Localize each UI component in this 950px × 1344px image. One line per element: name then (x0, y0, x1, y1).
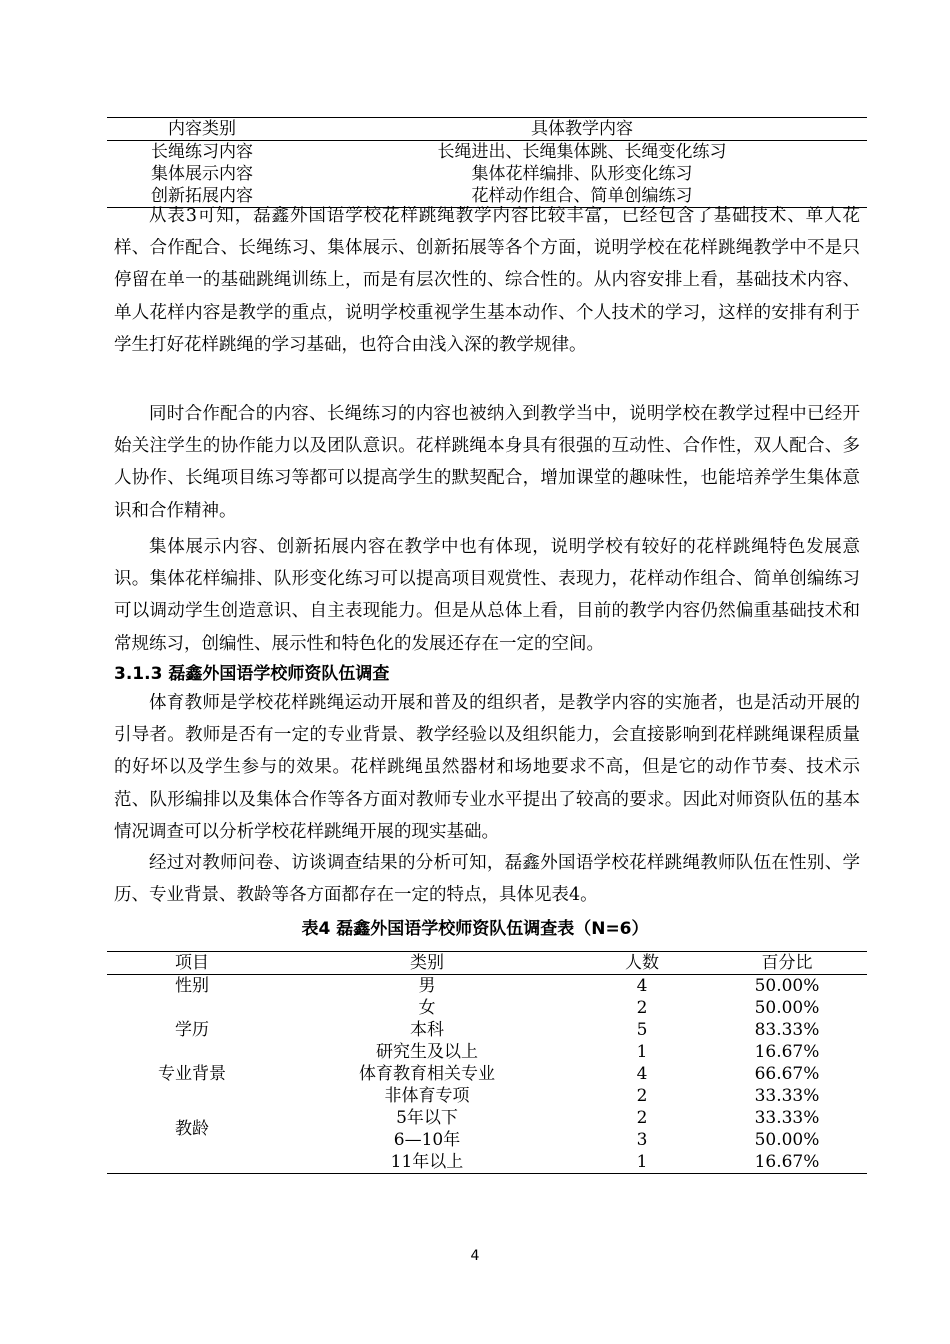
table-cell: 2 (636, 1086, 648, 1106)
table-cell: 16.67% (754, 1042, 820, 1062)
table-cell: 集体展示内容 (151, 164, 253, 184)
section-heading: 3.1.3 磊鑫外国语学校师资队伍调查 (114, 664, 390, 684)
table-cell (107, 1041, 277, 1063)
table-cell: 1 (636, 1152, 648, 1172)
table-caption: 表4 磊鑫外国语学校师资队伍调查表（N=6） (301, 919, 649, 939)
table-cell: 2 (636, 998, 648, 1018)
table-row (107, 1085, 867, 1107)
teacher-survey-table (107, 951, 867, 1174)
table-cell: 3 (636, 1130, 648, 1150)
table-cell: 33.33% (754, 1086, 820, 1106)
table-cell: 11年以上 (390, 1152, 464, 1172)
table-cell: 4 (636, 976, 648, 996)
table-header-cell: 类别 (277, 952, 577, 975)
table-cell: 花样动作组合、简单创编练习 (471, 186, 693, 206)
table-cell: 长绳练习内容 (151, 142, 253, 162)
table-cell: 女 (418, 998, 436, 1018)
body-paragraph: 经过对教师问卷、访谈调查结果的分析可知，磊鑫外国语学校花样跳绳教师队伍在性别、学历、专业背景、教龄等各方面都存在一定的特点，具体见表4。 (114, 853, 860, 906)
table-cell: 男 (418, 976, 436, 996)
table-cell: 33.33% (754, 1108, 820, 1128)
table-cell: 6—10年 (393, 1130, 461, 1150)
table-row (107, 1019, 867, 1041)
table-cell: 创新拓展内容 (151, 186, 253, 206)
table-row (107, 1063, 867, 1085)
table-cell: 50.00% (754, 998, 820, 1018)
table-3-continued (107, 117, 867, 208)
table-cell: 研究生及以上 (376, 1042, 478, 1062)
body-paragraph: 从表3可知，磊鑫外国语学校花样跳绳教学内容比较丰富，已经包含了基础技术、单人花样、合作配合、长绳练习、集体展示、创新拓展等各个方面，说明学校在花样跳绳教学中不是只停留在单一的基础跳绳训练上，而是有层次性的、综合性的。从内容安排上看，基础技术内容、单人花样内容是教学的重点，说明学校重视学生基本动作、个人技术的学习，这样的安排有利于学生打好花样跳绳的学习基础，也符合由浅入深的教学规律。 (114, 206, 860, 355)
table-cell: 学历 (175, 1020, 209, 1040)
table-cell: 性别 (175, 976, 209, 996)
table-row (107, 975, 867, 998)
table-cell: 1 (636, 1042, 648, 1062)
table-row (107, 163, 867, 185)
table-row (107, 141, 867, 164)
table-header-cell: 具体教学内容 (297, 118, 867, 141)
table-header-cell: 百分比 (707, 952, 867, 975)
table-cell: 16.67% (754, 1152, 820, 1172)
body-paragraph: 体育教师是学校花样跳绳运动开展和普及的组织者，是教学内容的实施者，也是活动开展的引导者。教师是否有一定的专业背景、教学经验以及组织能力，会直接影响到花样跳绳课程质量的好坏以及学生参与的效果。花样跳绳虽然器材和场地要求不高，但是它的动作节奏、技术示范、队形编排以及集体合作等各方面对教师专业水平提出了较高的要求。因此对师资队伍的基本情况调查可以分析学校花样跳绳开展的现实基础。 (114, 693, 860, 842)
table-cell: 66.67% (754, 1064, 820, 1084)
table-cell: 50.00% (754, 976, 820, 996)
table-header-row (107, 118, 867, 141)
table-cell: 集体花样编排、队形变化练习 (471, 164, 693, 184)
table-header-row (107, 952, 867, 975)
table-cell: 长绳进出、长绳集体跳、长绳变化练习 (437, 142, 727, 162)
table-cell (107, 997, 277, 1019)
table-cell: 2 (636, 1108, 648, 1128)
page-number: 4 (470, 1248, 480, 1264)
table-row (107, 997, 867, 1019)
table-header-cell: 项目 (107, 952, 277, 975)
table-cell: 专业背景 (158, 1064, 226, 1084)
table-cell: 本科 (410, 1020, 444, 1040)
table-cell: 非体育专项 (384, 1086, 470, 1106)
table-cell: 83.33% (754, 1020, 820, 1040)
table-cell: 教龄 (175, 1119, 209, 1139)
table-cell (107, 1085, 277, 1107)
table-cell: 5 (636, 1020, 648, 1040)
table-cell: 4 (636, 1064, 648, 1084)
table-header-cell: 人数 (577, 952, 707, 975)
body-paragraph: 同时合作配合的内容、长绳练习的内容也被纳入到教学当中，说明学校在教学过程中已经开始关注学生的协作能力以及团队意识。花样跳绳本身具有很强的互动性、合作性，双人配合、多人协作、长绳项目练习等都可以提高学生的默契配合，增加课堂的趣味性，也能培养学生集体意识和合作精神。 (114, 404, 860, 521)
table-header-cell: 内容类别 (107, 118, 297, 141)
table-cell (107, 1151, 277, 1174)
table-row (107, 1151, 867, 1174)
table-row (107, 1107, 867, 1129)
table-cell: 体育教育相关专业 (359, 1064, 495, 1084)
table-cell: 5年以下 (396, 1108, 458, 1128)
table-cell: 50.00% (754, 1130, 820, 1150)
table-row (107, 1041, 867, 1063)
body-paragraph: 集体展示内容、创新拓展内容在教学中也有体现，说明学校有较好的花样跳绳特色发展意识。集体花样编排、队形变化练习可以提高项目观赏性、表现力，花样动作组合、简单创编练习可以调动学生创造意识、自主表现能力。但是从总体上看，目前的教学内容仍然偏重基础技术和常规练习，创编性、展示性和特色化的发展还存在一定的空间。 (114, 537, 860, 654)
